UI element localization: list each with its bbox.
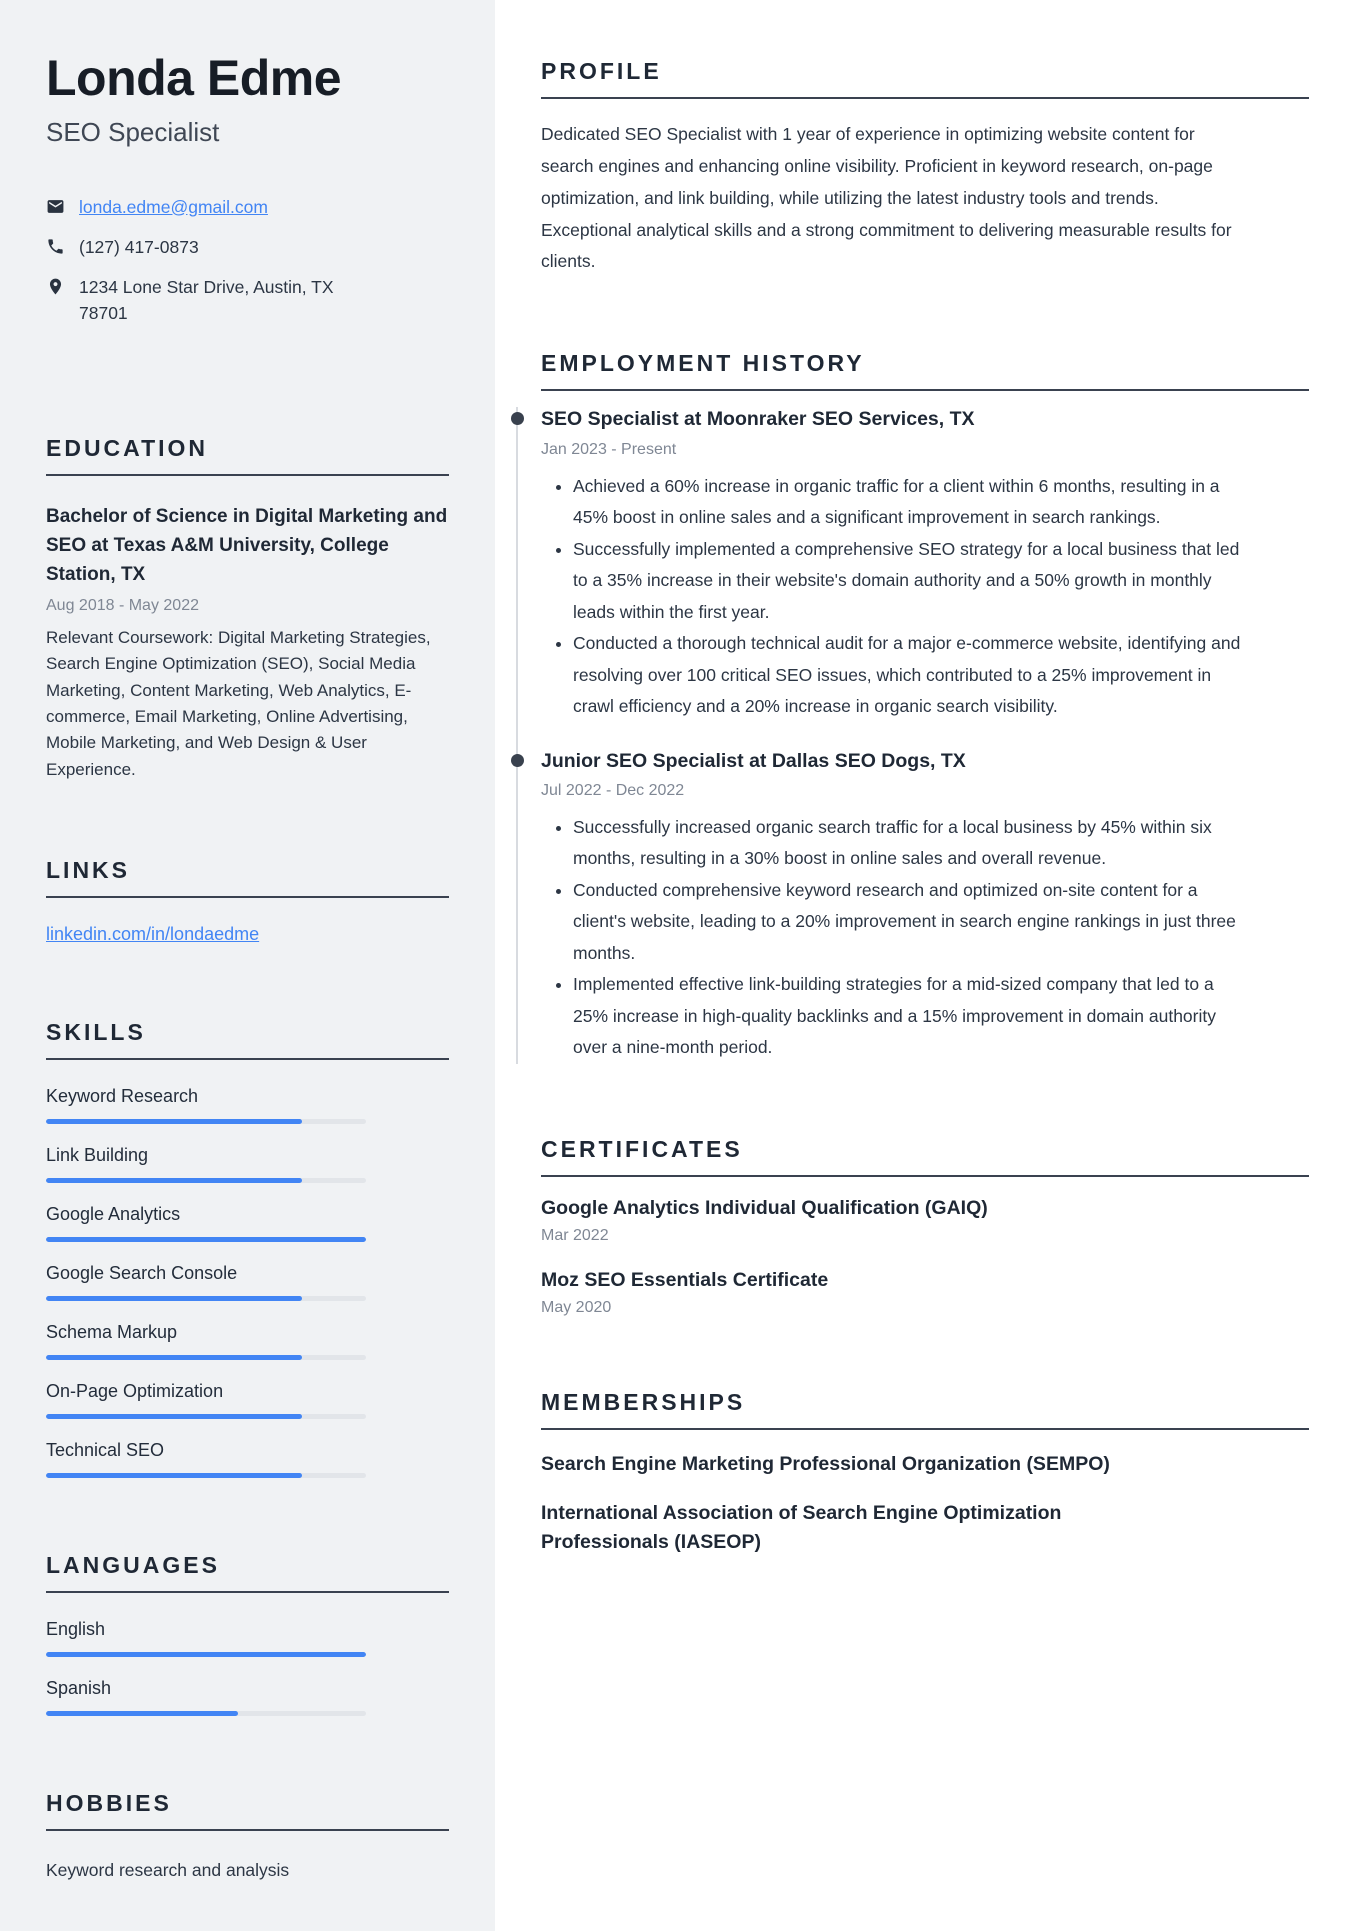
employment-section — [541, 350, 1309, 1064]
envelope-icon — [46, 197, 65, 216]
language-item — [46, 1678, 449, 1716]
contact-phone-row — [46, 234, 449, 260]
person-name: Londa Edme — [46, 50, 342, 106]
certificates-heading: CERTIFICATES — [541, 1136, 1309, 1177]
skill-label: Schema Markup — [46, 1321, 178, 1342]
language-item — [46, 1619, 449, 1657]
job-bullet: • Conducted a thorough technical audit for a major e-commerce website, identifying and resolving over 100 critical SEO issues, which contributed to a 25% improvement in crawl efficiency and a 20% increase in organic search visibility. — [573, 628, 1241, 723]
membership-item: Search Engine Marketing Professional Organization (SEMPO) — [541, 1452, 1110, 1475]
profile-text: Dedicated SEO Specialist with 1 year of experience in optimizing website content for search engines and enhancing online visibility. Proficient in keyword research, on-page optimization, and link building, while utilizing the latest industry tools and trends. Exceptional analytical skills and a strong commitment to delivering measurable results for clients. — [541, 124, 1232, 272]
employment-timeline — [516, 407, 1309, 1064]
language-bar-track — [46, 1652, 366, 1657]
contact-email-row — [46, 194, 449, 220]
skills-section — [46, 1019, 449, 1478]
language-label: Spanish — [46, 1677, 112, 1698]
degree-title: Bachelor of Science in Digital Marketing and SEO at Texas A&M University, College Station, TX — [46, 505, 448, 586]
timeline-dot-icon — [511, 412, 524, 425]
certificate-item — [541, 1197, 1309, 1245]
certificates-section — [541, 1136, 1309, 1317]
job-bullet: • Conducted comprehensive keyword research and optimized on-site content for a client's website, leading to a 20% improvement in search engine rankings in just three months. — [573, 875, 1241, 970]
skill-bar-fill — [46, 1473, 302, 1478]
job-title: Junior SEO Specialist at Dallas SEO Dogs, TX — [541, 749, 1309, 774]
job-dates: Jan 2023 - Present — [541, 440, 677, 458]
skill-bar-fill — [46, 1237, 366, 1242]
education-section — [46, 435, 449, 783]
skill-bar-fill — [46, 1178, 302, 1183]
certificate-item — [541, 1269, 1309, 1317]
sidebar — [0, 0, 495, 1931]
education-dates: Aug 2018 - May 2022 — [46, 596, 199, 614]
employment-heading: EMPLOYMENT HISTORY — [541, 350, 1309, 391]
languages-heading: LANGUAGES — [46, 1552, 449, 1593]
skill-item — [46, 1381, 449, 1419]
job-bullet: • Implemented effective link-building strategies for a mid-sized company that led to a 25% increase in high-quality backlinks and a 15% improvement in domain authority over a nine-month period. — [573, 969, 1241, 1064]
linkedin-link[interactable]: linkedin.com/in/londaedme — [46, 923, 260, 944]
hobbies-section — [46, 1790, 449, 1883]
skill-label: Technical SEO — [46, 1439, 165, 1460]
profile-heading: PROFILE — [541, 58, 1309, 99]
main-column — [495, 0, 1366, 1931]
skill-item — [46, 1440, 449, 1478]
email-link[interactable]: londa.edme@gmail.com — [79, 196, 268, 217]
skill-label: Link Building — [46, 1144, 149, 1165]
skill-item — [46, 1204, 449, 1242]
person-job-title: SEO Specialist — [46, 116, 220, 147]
job-bullet: • Successfully increased organic search traffic for a local business by 45% within six months, resulting in a 30% boost in online sales and overall revenue. — [573, 812, 1241, 875]
skill-label: Google Analytics — [46, 1203, 181, 1224]
skill-bar-track — [46, 1355, 366, 1360]
certificate-name: Google Analytics Individual Qualification (GAIQ) — [541, 1196, 988, 1219]
links-section — [46, 857, 449, 945]
skill-bar-fill — [46, 1296, 302, 1301]
language-bar-fill — [46, 1652, 366, 1657]
skill-item — [46, 1263, 449, 1301]
contact-address-row — [46, 274, 449, 327]
address: 1234 Lone Star Drive, Austin, TX 78701 — [79, 277, 334, 324]
skill-item — [46, 1086, 449, 1124]
skill-item — [46, 1322, 449, 1360]
job-dates: Jul 2022 - Dec 2022 — [541, 781, 685, 799]
memberships-heading: MEMBERSHIPS — [541, 1389, 1309, 1430]
skill-label: Google Search Console — [46, 1262, 238, 1283]
membership-item: International Association of Search Engine Optimization Professionals (IASEOP) — [541, 1502, 1062, 1554]
certificate-date: Mar 2022 — [541, 1226, 609, 1244]
contact-block — [46, 194, 449, 327]
skill-label: Keyword Research — [46, 1085, 199, 1106]
skill-item — [46, 1145, 449, 1183]
memberships-section — [541, 1389, 1309, 1558]
job-bullet: • Successfully implemented a comprehensive SEO strategy for a local business that led to a 35% increase in their website's domain authority and a 50% growth in monthly leads within the first year. — [573, 534, 1241, 629]
phone-number: (127) 417-0873 — [79, 236, 199, 257]
skill-bar-track — [46, 1119, 366, 1124]
job-entry — [541, 407, 1309, 722]
skill-bar-track — [46, 1473, 366, 1478]
skill-bar-track — [46, 1237, 366, 1242]
skill-bar-track — [46, 1414, 366, 1419]
skill-bar-track — [46, 1178, 366, 1183]
skill-bar-fill — [46, 1414, 302, 1419]
job-title: SEO Specialist at Moonraker SEO Services, TX — [541, 407, 1309, 432]
skills-heading: SKILLS — [46, 1019, 449, 1060]
skill-label: On-Page Optimization — [46, 1380, 224, 1401]
job-entry — [541, 749, 1309, 1064]
profile-section — [541, 58, 1309, 278]
links-heading: LINKS — [46, 857, 449, 898]
job-bullet: • Achieved a 60% increase in organic traffic for a client within 6 months, resulting in a 45% boost in online sales and a significant improvement in search rankings. — [573, 471, 1241, 534]
certificate-date: May 2020 — [541, 1298, 612, 1316]
timeline-dot-icon — [511, 754, 524, 767]
job-bullet-list — [541, 471, 1241, 723]
certificate-name: Moz SEO Essentials Certificate — [541, 1268, 829, 1291]
hobbies-text: Keyword research and analysis — [46, 1859, 290, 1880]
skill-bar-fill — [46, 1355, 302, 1360]
job-bullet-list — [541, 812, 1241, 1064]
hobbies-heading: HOBBIES — [46, 1790, 449, 1831]
skill-bar-fill — [46, 1119, 302, 1124]
education-description: Relevant Coursework: Digital Marketing Strategies, Search Engine Optimization (SEO), Social Media Marketing, Content Marketing, Web Analytics, E-commerce, Email Marketing, Online Advertising, Mobile Marketing, and Web Design & User Experience. — [46, 627, 431, 779]
language-bar-track — [46, 1711, 366, 1716]
language-bar-fill — [46, 1711, 238, 1716]
skill-bar-track — [46, 1296, 366, 1301]
education-heading: EDUCATION — [46, 435, 449, 476]
languages-section — [46, 1552, 449, 1716]
language-label: English — [46, 1618, 106, 1639]
map-pin-icon — [46, 277, 65, 296]
phone-icon — [46, 237, 65, 256]
